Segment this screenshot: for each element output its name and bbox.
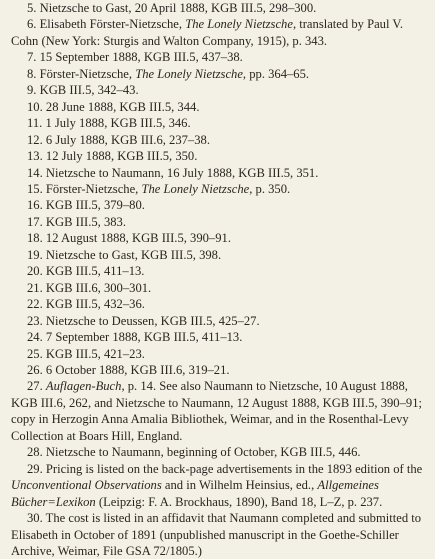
endnote	[11, 296, 427, 312]
endnote-italic-title: The Lonely Nietzsche	[185, 17, 293, 32]
endnote-text: Nietzsche to Gast, 20 April 1888, KGB III.5, 298–300.	[39, 1, 317, 15]
endnote-text: KGB III.5, 421–23.	[45, 346, 145, 361]
endnote-text: KGB III.5, 379–80.	[45, 198, 145, 213]
endnote-number: 27.	[27, 379, 43, 394]
endnote-number: 22.	[27, 297, 43, 312]
endnote-italic-title: Allgemeines Bücher=Lexikon	[11, 478, 379, 509]
endnote-text: 12 August 1888, KGB III.5, 390–91.	[45, 231, 231, 246]
endnote-text: Pricing is listed on the back-page advertisements in the 1893 edition of the	[45, 461, 423, 476]
endnote	[11, 230, 427, 246]
endnote-number: 14.	[27, 165, 43, 180]
endnote-text: KGB III.5, 342–43.	[39, 83, 139, 98]
endnote-text: , p. 14. See also Naumann to Nietzsche, 10 August 1888, KGB III.6, 262, and Nietzsche to Naumann, 12 August 1888, KGB III.5, 390–91; copy in Herzogin Anna Amalia Bibliothek, Weimar, and in the Rosenthal-Levy Collection at Boars Hill, England.	[11, 379, 422, 443]
endnote-text: KGB III.5, 411–13.	[45, 264, 145, 279]
endnote-number: 30.	[27, 511, 43, 526]
endnote	[11, 247, 427, 263]
endnote	[11, 280, 427, 296]
endnote-number: 17.	[27, 214, 43, 229]
endnote-text: and in Wilhelm Heinsius, ed.,	[161, 478, 318, 493]
endnote-text: 12 July 1888, KGB III.5, 350.	[45, 149, 198, 164]
endnote	[11, 197, 427, 213]
endnote-number: 15.	[27, 181, 43, 196]
endnote	[11, 181, 427, 197]
endnote-text: Nietzsche to Deussen, KGB III.5, 425–27.	[45, 313, 260, 328]
endnote-text: Nietzsche to Gast, KGB III.5, 398.	[45, 247, 222, 262]
endnotes-list	[11, 0, 427, 559]
endnote	[11, 362, 427, 378]
endnote	[11, 16, 427, 49]
endnote-italic-title: Auflagen-Buch	[45, 379, 122, 394]
endnote-number: 23.	[27, 313, 43, 328]
endnote-text: Nietzsche to Naumann, beginning of October, KGB III.5, 446.	[45, 445, 361, 460]
endnote-number: 18.	[27, 231, 43, 246]
endnote-number: 8.	[27, 66, 37, 81]
endnote-text: 15 September 1888, KGB III.5, 437–38.	[39, 50, 243, 65]
endnote-number: 16.	[27, 198, 43, 213]
endnote-text: , pp. 364–65.	[242, 66, 310, 81]
endnote-number: 26.	[27, 362, 43, 377]
endnote-number: 21.	[27, 280, 43, 295]
endnote-italic-title: The Lonely Nietzsche	[135, 66, 243, 81]
endnote-number: 28.	[27, 445, 43, 460]
endnote-number: 11.	[27, 116, 43, 131]
endnote-number: 19.	[27, 247, 43, 262]
endnote	[11, 346, 427, 362]
endnote	[11, 461, 427, 510]
endnote-number: 20.	[27, 264, 43, 279]
endnote-text: 6 October 1888, KGB III.6, 319–21.	[45, 362, 230, 377]
endnote-number: 7.	[27, 50, 37, 65]
endnote-italic-title: The Lonely Nietzsche	[141, 181, 250, 196]
endnote	[11, 66, 427, 82]
endnote-text: , translated by Paul V. Cohn (New York: Sturgis and Walton Company, 1915), p. 343.	[11, 17, 404, 48]
endnote-text: Förster-Nietzsche,	[39, 66, 136, 81]
endnote-text: Förster-Nietzsche,	[45, 181, 142, 196]
endnote-number: 5.	[27, 1, 37, 15]
endnote-text: The cost is listed in an affidavit that Naumann completed and submitted to Elisabeth in October of 1891 (unpublished manuscript in the Goethe-Schiller Archive, Weimar, File GSA 72/1805.)	[11, 511, 422, 558]
endnote	[11, 132, 427, 148]
endnote-text: (Leipzig: F. A. Brockhaus, 1890), Band 18, L–Z, p. 237.	[95, 494, 383, 509]
endnote	[11, 378, 427, 444]
endnote	[11, 0, 427, 16]
endnote-text: Nietzsche to Naumann, 16 July 1888, KGB III.5, 351.	[45, 165, 319, 180]
endnote-text: KGB III.5, 432–36.	[45, 297, 145, 312]
endnote-number: 25.	[27, 346, 43, 361]
endnote	[11, 165, 427, 181]
endnote-text: 1 July 1888, KGB III.5, 346.	[45, 116, 191, 131]
endnote-text: , p. 350.	[249, 181, 291, 196]
endnote	[11, 263, 427, 279]
endnote	[11, 82, 427, 98]
endnote	[11, 444, 427, 460]
endnote-number: 6.	[27, 17, 37, 32]
endnote	[11, 49, 427, 65]
endnote	[11, 214, 427, 230]
endnote-text: 28 June 1888, KGB III.5, 344.	[45, 99, 200, 114]
endnote-text: 7 September 1888, KGB III.5, 411–13.	[45, 330, 243, 345]
endnote-number: 10.	[27, 99, 43, 114]
endnote	[11, 329, 427, 345]
endnote	[11, 148, 427, 164]
endnote	[11, 510, 427, 559]
endnote	[11, 313, 427, 329]
endnote-number: 13.	[27, 149, 43, 164]
endnote-number: 24.	[27, 330, 43, 345]
endnote-number: 9.	[27, 83, 37, 98]
endnote-text: Elisabeth Förster-Nietzsche,	[39, 17, 186, 32]
endnote-italic-title: Unconventional Observations	[11, 478, 162, 493]
endnote	[11, 99, 427, 115]
endnote-text: 6 July 1888, KGB III.6, 237–38.	[45, 132, 210, 147]
endnote-number: 29.	[27, 461, 43, 476]
endnote-number: 12.	[27, 132, 43, 147]
endnote-text: KGB III.6, 300–301.	[45, 280, 152, 295]
endnote	[11, 115, 427, 131]
endnote-text: KGB III.5, 383.	[45, 214, 127, 229]
